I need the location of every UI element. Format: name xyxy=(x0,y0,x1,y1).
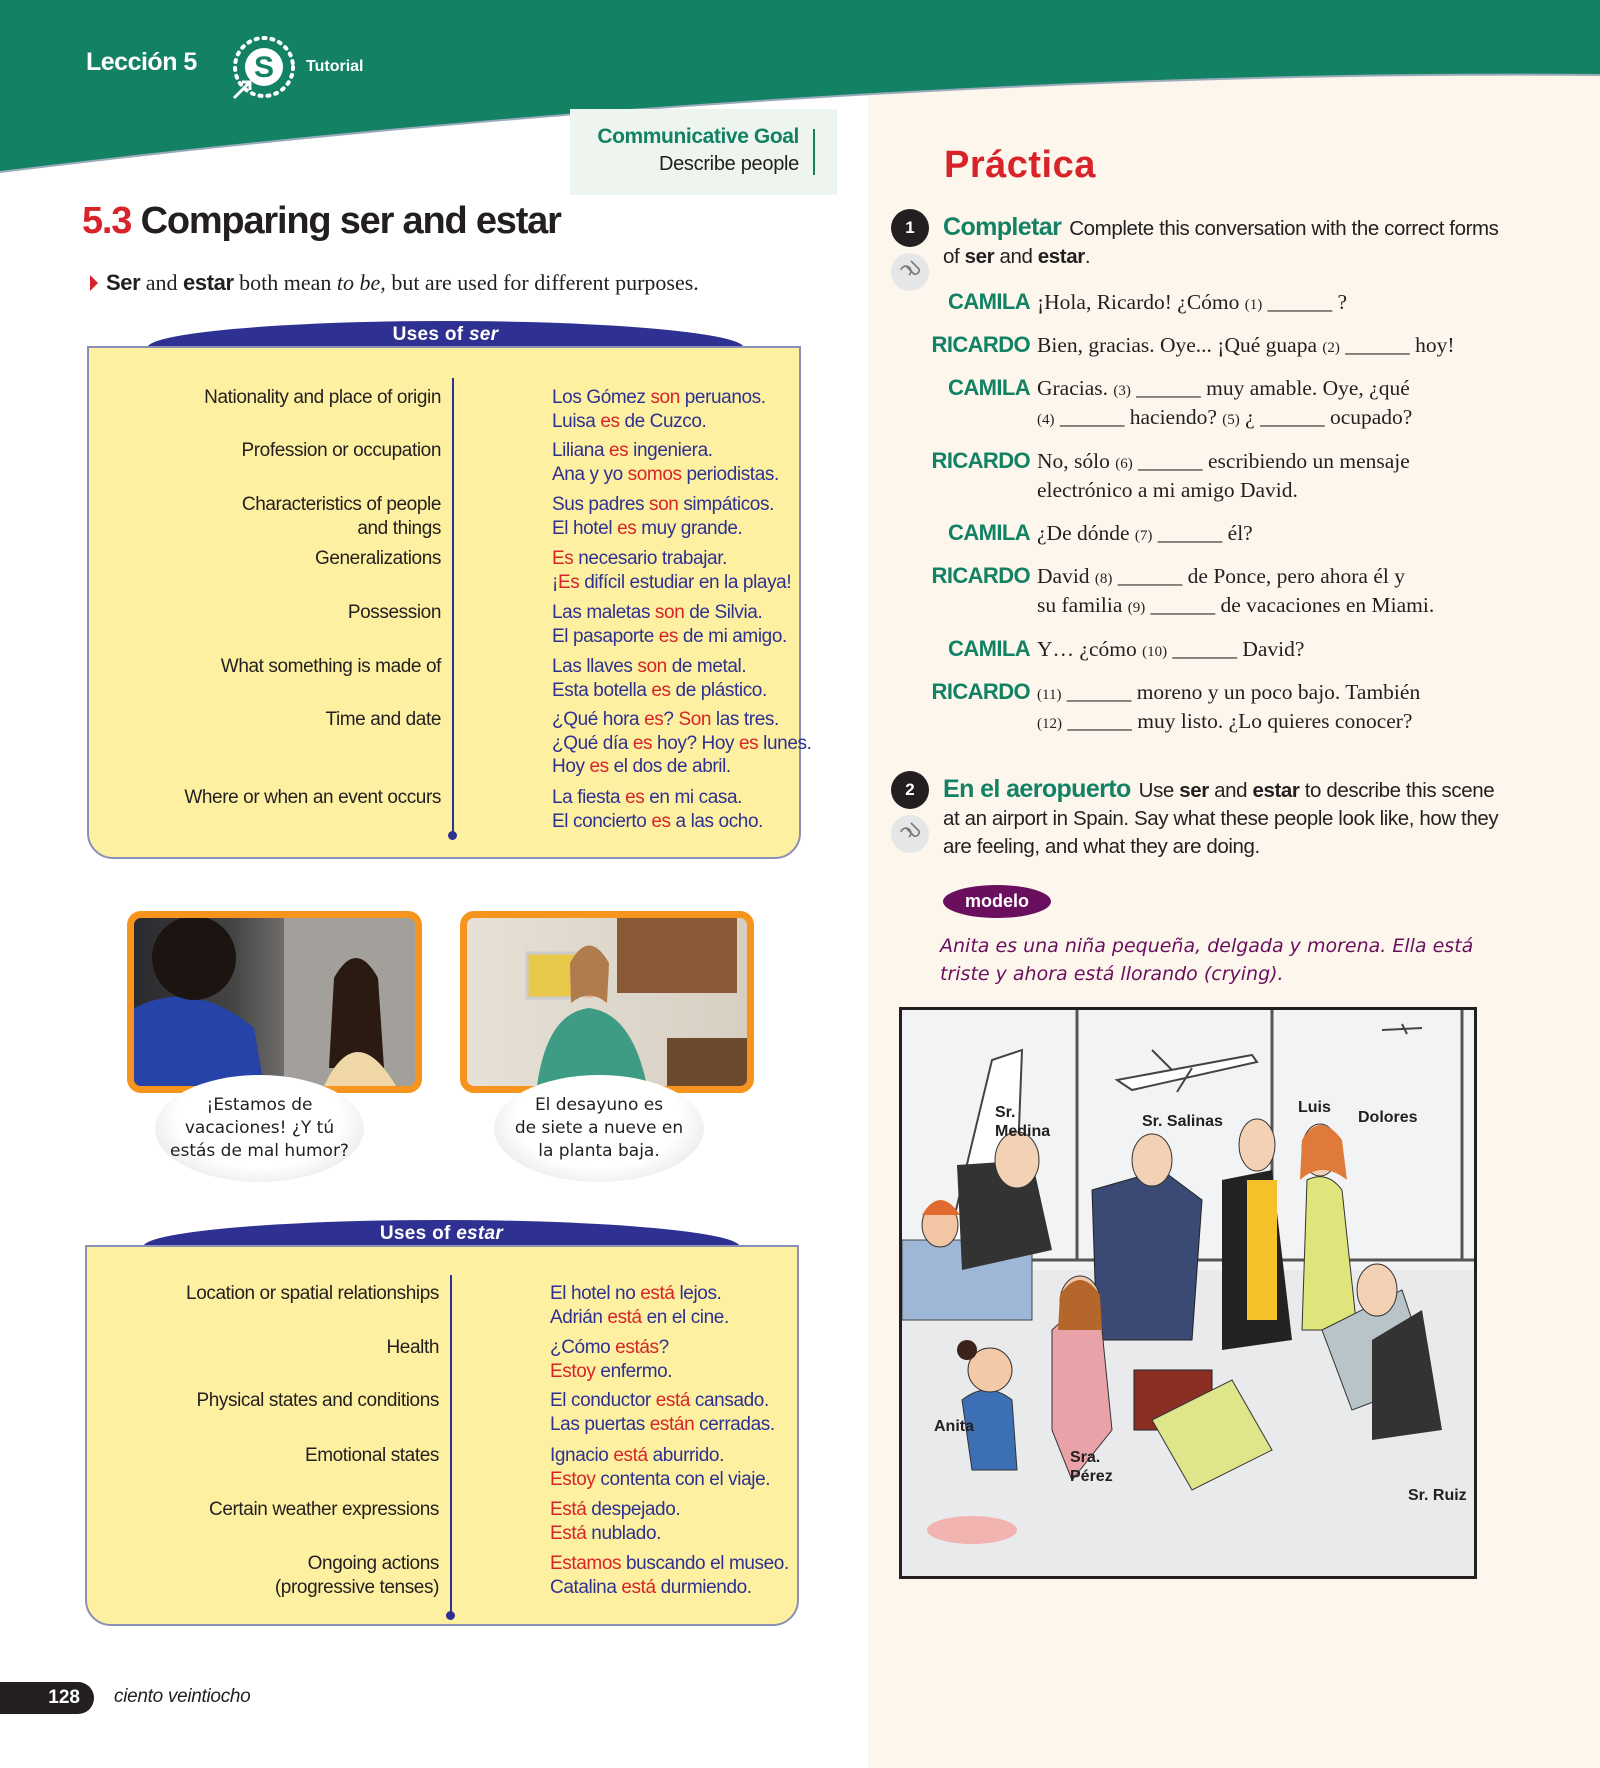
example-text: Esta botella xyxy=(552,679,652,701)
activity-1-estar: estar xyxy=(1037,245,1085,268)
example-text: El hotel xyxy=(552,517,618,539)
use-label xyxy=(87,1389,439,1413)
verb-highlight: Son xyxy=(678,709,712,730)
blank-number: (6) xyxy=(1115,456,1133,472)
verb-highlight: está xyxy=(607,1306,642,1328)
activity-2-audio-icon[interactable] xyxy=(891,815,929,853)
dialogue-text: ______ muy listo. ¿Lo quieres conocer? xyxy=(1062,709,1413,733)
use-examples xyxy=(550,1389,775,1436)
example-text: El pasaporte xyxy=(552,625,659,647)
example-sentence xyxy=(552,786,763,810)
example-text: Las llaves xyxy=(552,656,638,677)
verb-highlight: es xyxy=(617,517,637,539)
bullet-triangle-icon xyxy=(90,275,98,291)
airport-illustration xyxy=(899,1007,1477,1579)
example-text: de Cuzco. xyxy=(619,410,707,432)
intro-and: and xyxy=(140,270,184,295)
example-text: nublado. xyxy=(586,1522,662,1544)
speaker-name: RICARDO xyxy=(931,448,1030,473)
dialogue-line xyxy=(1037,475,1298,505)
example-text: Hoy xyxy=(552,756,590,777)
use-label-line: Emotional states xyxy=(304,1445,439,1466)
example-sentence xyxy=(552,493,774,517)
example-sentence xyxy=(550,1498,680,1522)
dialogue-text: ______ de vacaciones en Miami. xyxy=(1145,593,1435,617)
example-text: contenta con el viaje. xyxy=(595,1468,771,1490)
use-label-line: What something is made of xyxy=(220,656,441,677)
speaker-name: RICARDO xyxy=(931,563,1030,588)
use-label xyxy=(87,1444,439,1468)
photo-hotel-receptionist xyxy=(460,911,754,1093)
use-label-line: Possession xyxy=(347,602,441,623)
example-sentence xyxy=(552,547,791,571)
dialogue-line xyxy=(1037,518,1253,551)
verb-highlight: es xyxy=(625,787,645,808)
use-label-line: (progressive tenses) xyxy=(274,1576,439,1598)
use-label xyxy=(89,547,441,571)
example-text: Liliana xyxy=(552,440,610,461)
speaker-name: RICARDO xyxy=(931,332,1030,357)
example-sentence xyxy=(552,732,811,756)
blank-number: (11) xyxy=(1037,687,1062,703)
use-label xyxy=(87,1282,439,1306)
speech-bubble-1 xyxy=(155,1075,364,1182)
activity-2-instr: Use xyxy=(1138,779,1180,802)
verb-highlight: es xyxy=(589,756,609,777)
dialogue-text: ______ ? xyxy=(1262,290,1348,314)
example-text: despejado. xyxy=(586,1499,681,1520)
label-sr-salinas: Sr. Salinas xyxy=(1142,1113,1223,1130)
bubble-1-line: estás de mal humor? xyxy=(170,1141,349,1161)
use-label-line: Characteristics of people xyxy=(241,494,441,515)
example-sentence xyxy=(550,1552,789,1576)
ser-uses-table xyxy=(87,346,812,859)
dialogue-text: ¡Hola, Ricardo! ¿Cómo xyxy=(1037,290,1245,314)
activity-1-end: . xyxy=(1084,245,1091,268)
verb-highlight: Está xyxy=(550,1522,587,1544)
example-sentence xyxy=(550,1282,729,1306)
example-text: Los Gómez xyxy=(552,387,651,408)
speaker-name: CAMILA xyxy=(948,289,1030,314)
verb-highlight: es xyxy=(739,732,759,754)
intro-sentence xyxy=(90,270,699,296)
verb-highlight: Estoy xyxy=(550,1360,596,1382)
example-sentence xyxy=(550,1306,729,1330)
verb-highlight: es xyxy=(644,709,664,730)
example-sentence xyxy=(550,1413,775,1437)
label-sr-medina xyxy=(995,1103,1050,1141)
example-text: Sus padres xyxy=(552,494,649,515)
example-text: difícil estudiar en la playa! xyxy=(579,571,792,593)
use-label xyxy=(89,655,441,679)
activity-2-ser: ser xyxy=(1179,779,1209,802)
communicative-goal-box xyxy=(570,109,837,195)
blank-number: (2) xyxy=(1322,340,1340,356)
bubble-2-line: El desayuno es xyxy=(534,1095,664,1115)
use-label-line: Health xyxy=(386,1337,439,1358)
activity-1-and: and xyxy=(994,245,1038,268)
use-label xyxy=(87,1336,439,1360)
use-label-line: Where or when an event occurs xyxy=(184,787,441,808)
blank-number: (1) xyxy=(1244,297,1263,313)
use-label-line: Nationality and place of origin xyxy=(204,387,441,408)
activity-1-audio-icon[interactable] xyxy=(891,253,929,291)
verb-highlight: es xyxy=(600,410,620,432)
verb-highlight: está xyxy=(621,1576,656,1598)
verb-highlight: son xyxy=(637,656,667,677)
label-line: Sr. xyxy=(995,1104,1016,1121)
use-label xyxy=(89,601,441,625)
dialogue-text: ¿ ______ ocupado? xyxy=(1239,405,1413,429)
tutorial-s-cursor-icon[interactable] xyxy=(228,34,298,104)
label-sr-ruiz: Sr. Ruiz xyxy=(1408,1487,1467,1504)
example-text: Catalina xyxy=(550,1576,622,1598)
example-sentence xyxy=(552,708,811,732)
svg-text:S: S xyxy=(253,51,275,84)
label-dolores: Dolores xyxy=(1358,1109,1418,1126)
dialogue-text: ______ moreno y un poco bajo. También xyxy=(1061,680,1421,704)
estar-uses-table xyxy=(85,1245,799,1626)
example-text: La fiesta xyxy=(552,787,626,808)
verb-highlight: Está xyxy=(550,1499,587,1520)
example-text: peruanos. xyxy=(679,387,766,408)
activity-1-number: 1 xyxy=(891,209,929,247)
example-text: aburrido. xyxy=(647,1445,724,1466)
airport-scene-drawing xyxy=(902,1010,1474,1576)
dialogue-text: No, sólo xyxy=(1037,449,1116,473)
example-sentence xyxy=(552,679,767,703)
use-examples xyxy=(550,1336,672,1383)
modelo-end: ). xyxy=(1270,963,1284,985)
dialogue-text: ______ de Ponce, pero ahora él y xyxy=(1112,564,1405,588)
dialogue-text: ______ él? xyxy=(1152,521,1253,545)
blank-number: (12) xyxy=(1037,716,1062,732)
example-text: lunes. xyxy=(758,732,812,754)
estar-tab-title: Uses of xyxy=(379,1223,457,1244)
verb-highlight: estás xyxy=(615,1337,659,1358)
speaker-name: RICARDO xyxy=(931,679,1030,704)
activity-2-title: En el aeropuerto xyxy=(943,775,1131,803)
dialogue-line xyxy=(1037,634,1304,667)
verb-highlight: es xyxy=(632,732,653,754)
example-text: ? xyxy=(658,1337,669,1358)
lesson-label: Lección 5 xyxy=(86,48,197,76)
bubble-2-line: la planta baja. xyxy=(538,1141,660,1161)
example-sentence xyxy=(550,1360,672,1384)
verb-highlight: somos xyxy=(627,463,682,485)
table-divider-end-dot xyxy=(448,831,457,840)
activity-1-instr: Complete this conversation with the correct forms of xyxy=(943,217,1499,268)
dialogue-text: ______ muy amable. Oye, ¿qué xyxy=(1130,376,1410,400)
example-text: Las puertas xyxy=(550,1413,650,1435)
dialogue-text: Bien, gracias. Oye... ¡Qué guapa xyxy=(1037,333,1323,357)
table-divider xyxy=(450,1275,452,1615)
example-sentence xyxy=(552,517,774,541)
ser-table-tab xyxy=(147,321,744,348)
goal-divider xyxy=(813,129,815,175)
example-text: en el cine. xyxy=(641,1306,729,1328)
use-examples xyxy=(552,708,811,779)
modelo-badge: modelo xyxy=(943,885,1051,918)
example-sentence xyxy=(552,655,767,679)
speaker-name: CAMILA xyxy=(948,375,1030,400)
modelo-text: Anita es una niña pequeña, delgada y morena. Ella está triste y ahora está llorando ( xyxy=(940,935,1474,985)
example-text: ¿Qué día xyxy=(552,732,633,754)
verb-highlight: están xyxy=(649,1413,695,1435)
use-examples xyxy=(550,1552,789,1599)
use-label xyxy=(89,439,441,463)
dialogue-text: ______ hoy! xyxy=(1339,333,1455,357)
activity-1-ser: ser xyxy=(964,245,995,268)
example-text: Ignacio xyxy=(550,1445,614,1466)
example-text: de metal. xyxy=(666,656,747,677)
use-examples xyxy=(552,786,763,833)
use-examples xyxy=(552,439,779,486)
verb-highlight: Estoy xyxy=(550,1468,596,1490)
dialogue-line xyxy=(1037,330,1455,363)
bubble-1-line: vacaciones! ¿Y tú xyxy=(184,1118,335,1138)
bubble-1-line: ¡Estamos de xyxy=(206,1095,313,1115)
use-label-line: Physical states and conditions xyxy=(196,1390,439,1411)
verb-highlight: es xyxy=(658,625,679,647)
label-anita: Anita xyxy=(934,1418,974,1435)
use-label-line: Ongoing actions xyxy=(307,1553,439,1574)
goal-text: Describe people xyxy=(658,153,799,175)
use-label xyxy=(89,493,441,540)
verb-highlight: Es xyxy=(557,571,580,593)
intro-mid: both mean xyxy=(233,270,337,295)
label-line: Sra. xyxy=(1070,1449,1101,1466)
speech-bubble-2 xyxy=(494,1075,704,1182)
practica-heading: Práctica xyxy=(944,144,1096,186)
example-text: a las ocho. xyxy=(670,810,764,832)
dialogue-text: Y… ¿cómo xyxy=(1037,637,1143,661)
blank-number: (3) xyxy=(1113,383,1131,399)
use-label-line: Profession or occupation xyxy=(241,440,441,461)
example-text: buscando el museo. xyxy=(621,1553,789,1574)
dialogue-line xyxy=(1037,706,1412,739)
speaker-name: CAMILA xyxy=(948,636,1030,661)
section-number: 5.3 xyxy=(82,200,132,242)
example-sentence xyxy=(552,810,763,834)
dialogue-text: electrónico a mi amigo David. xyxy=(1037,478,1298,502)
example-text: ingeniera. xyxy=(628,440,713,461)
example-text: ¿Qué hora xyxy=(552,709,645,730)
verb-highlight: son xyxy=(654,602,685,623)
example-text: ¡ xyxy=(552,571,558,593)
example-sentence xyxy=(552,463,779,487)
activity-2-instr-rest: to describe this scene at an airport in Spain. Say what these people look like, how they are feeling, and what they are doing. xyxy=(943,779,1499,858)
example-text: de mi amigo. xyxy=(678,625,787,647)
estar-tab-title-italic: estar xyxy=(456,1223,504,1244)
example-sentence xyxy=(550,1576,789,1600)
modelo-italic: crying xyxy=(1211,963,1271,985)
verb-highlight: es xyxy=(651,679,671,701)
example-text: cerradas. xyxy=(694,1413,775,1435)
tutorial-link[interactable]: Tutorial xyxy=(306,58,364,75)
example-text: Las maletas xyxy=(552,602,655,623)
ser-tab-title-italic: ser xyxy=(468,324,499,345)
photo-students xyxy=(127,911,422,1093)
goal-heading: Communicative Goal xyxy=(597,125,799,148)
example-text: El conductor xyxy=(550,1390,656,1411)
example-text: de plástico. xyxy=(670,679,767,701)
example-sentence xyxy=(552,410,766,434)
intro-ser: Ser xyxy=(106,270,141,295)
label-line: Pérez xyxy=(1070,1468,1113,1485)
estar-table-tab xyxy=(143,1220,740,1247)
section-title-text: Comparing ser and estar xyxy=(140,200,561,242)
use-label xyxy=(89,708,441,732)
verb-highlight: está xyxy=(640,1283,675,1304)
table-divider xyxy=(452,378,454,835)
bubble-2-line: de siete a nueve en xyxy=(514,1118,684,1138)
example-text: el dos de abril. xyxy=(608,756,731,777)
page-number-words: ciento veintiocho xyxy=(114,1686,251,1707)
blank-number: (5) xyxy=(1222,412,1240,428)
intro-to-be: to be, xyxy=(336,270,386,295)
verb-highlight: son xyxy=(649,494,679,515)
example-sentence xyxy=(552,625,787,649)
example-sentence xyxy=(550,1468,770,1492)
dialogue-text: ¿De dónde xyxy=(1037,521,1135,545)
example-text: Ana y yo xyxy=(552,463,628,485)
use-label-line: Location or spatial relationships xyxy=(186,1283,439,1304)
blank-number: (4) xyxy=(1037,412,1055,428)
example-text: durmiendo. xyxy=(655,1576,752,1598)
use-examples xyxy=(552,386,766,433)
activity-2-instructions xyxy=(943,775,1503,861)
use-label-line: and things xyxy=(357,517,441,539)
example-sentence xyxy=(550,1389,775,1413)
modelo-sentence xyxy=(940,932,1480,988)
intro-rest: but are used for different purposes. xyxy=(385,270,699,295)
example-text: hoy? Hoy xyxy=(652,732,739,754)
verb-highlight: está xyxy=(655,1390,691,1411)
dialogue-text: ______ haciendo? xyxy=(1054,405,1223,429)
example-text: de Silvia. xyxy=(684,602,763,623)
use-examples xyxy=(552,547,791,594)
dialogue-line xyxy=(1037,402,1412,435)
example-text: ? xyxy=(663,709,679,730)
blank-number: (9) xyxy=(1127,600,1146,616)
dialogue-line xyxy=(1037,590,1434,623)
verb-highlight: es xyxy=(609,440,629,461)
use-label xyxy=(89,786,441,810)
blank-number: (10) xyxy=(1142,644,1168,660)
example-text: muy grande. xyxy=(636,517,743,539)
example-text: enfermo. xyxy=(595,1360,673,1382)
example-text: necesario trabajar. xyxy=(573,548,727,569)
example-text: lejos. xyxy=(674,1283,722,1304)
label-sra-perez xyxy=(1070,1448,1113,1486)
example-text: cansado. xyxy=(690,1390,769,1411)
activity-2-number: 2 xyxy=(891,771,929,809)
example-sentence xyxy=(550,1444,770,1468)
verb-highlight: está xyxy=(613,1445,648,1466)
blank-number: (8) xyxy=(1094,571,1113,587)
dialogue-line xyxy=(1037,287,1347,320)
verb-highlight: Estamos xyxy=(550,1553,622,1574)
verb-highlight: Es xyxy=(552,548,574,569)
example-text: en mi casa. xyxy=(644,787,743,808)
verb-highlight: son xyxy=(650,387,680,408)
use-examples xyxy=(550,1498,680,1545)
example-text: simpáticos. xyxy=(678,494,774,515)
example-sentence xyxy=(550,1336,672,1360)
example-sentence xyxy=(550,1522,680,1546)
example-text: Adrián xyxy=(550,1306,608,1328)
use-examples xyxy=(552,601,787,648)
label-line: Medina xyxy=(995,1123,1051,1140)
intro-estar: estar xyxy=(183,270,234,295)
use-examples xyxy=(550,1282,729,1329)
use-examples xyxy=(552,493,774,540)
activity-1-instructions xyxy=(943,213,1503,271)
activity-2-and: and xyxy=(1208,779,1253,802)
use-label xyxy=(89,386,441,410)
use-label-line: Certain weather expressions xyxy=(209,1499,439,1520)
ser-tab-title: Uses of xyxy=(392,324,469,345)
activity-1-title: Completar xyxy=(943,213,1062,241)
example-text: El concierto xyxy=(552,810,652,832)
example-sentence xyxy=(552,601,787,625)
dialogue-text: Gracias. xyxy=(1037,376,1114,400)
dialogue-text: ______ David? xyxy=(1167,637,1305,661)
example-sentence xyxy=(552,571,791,595)
page-number: 128 xyxy=(0,1682,94,1714)
example-text: Luisa xyxy=(552,410,601,432)
use-label xyxy=(87,1552,439,1599)
dialogue-text: David xyxy=(1037,564,1095,588)
example-text: El hotel no xyxy=(550,1283,641,1304)
use-examples xyxy=(550,1444,770,1491)
use-label-line: Generalizations xyxy=(314,548,441,569)
use-label xyxy=(87,1498,439,1522)
speaker-name: CAMILA xyxy=(948,520,1030,545)
example-sentence xyxy=(552,755,811,779)
table-divider-end-dot xyxy=(446,1611,455,1620)
example-text: periodistas. xyxy=(681,463,779,485)
section-title xyxy=(82,200,561,243)
use-examples xyxy=(552,655,767,702)
use-label-line: Time and date xyxy=(325,709,441,730)
blank-number: (7) xyxy=(1134,528,1153,544)
example-sentence xyxy=(552,439,779,463)
example-sentence xyxy=(552,386,766,410)
example-text: ¿Cómo xyxy=(550,1337,616,1358)
label-luis: Luis xyxy=(1298,1099,1331,1116)
dialogue-text: su familia xyxy=(1037,593,1128,617)
activity-2-estar: estar xyxy=(1252,779,1300,802)
verb-highlight: es xyxy=(651,810,671,832)
dialogue-text: ______ escribiendo un mensaje xyxy=(1132,449,1410,473)
example-text: las tres. xyxy=(711,709,779,730)
